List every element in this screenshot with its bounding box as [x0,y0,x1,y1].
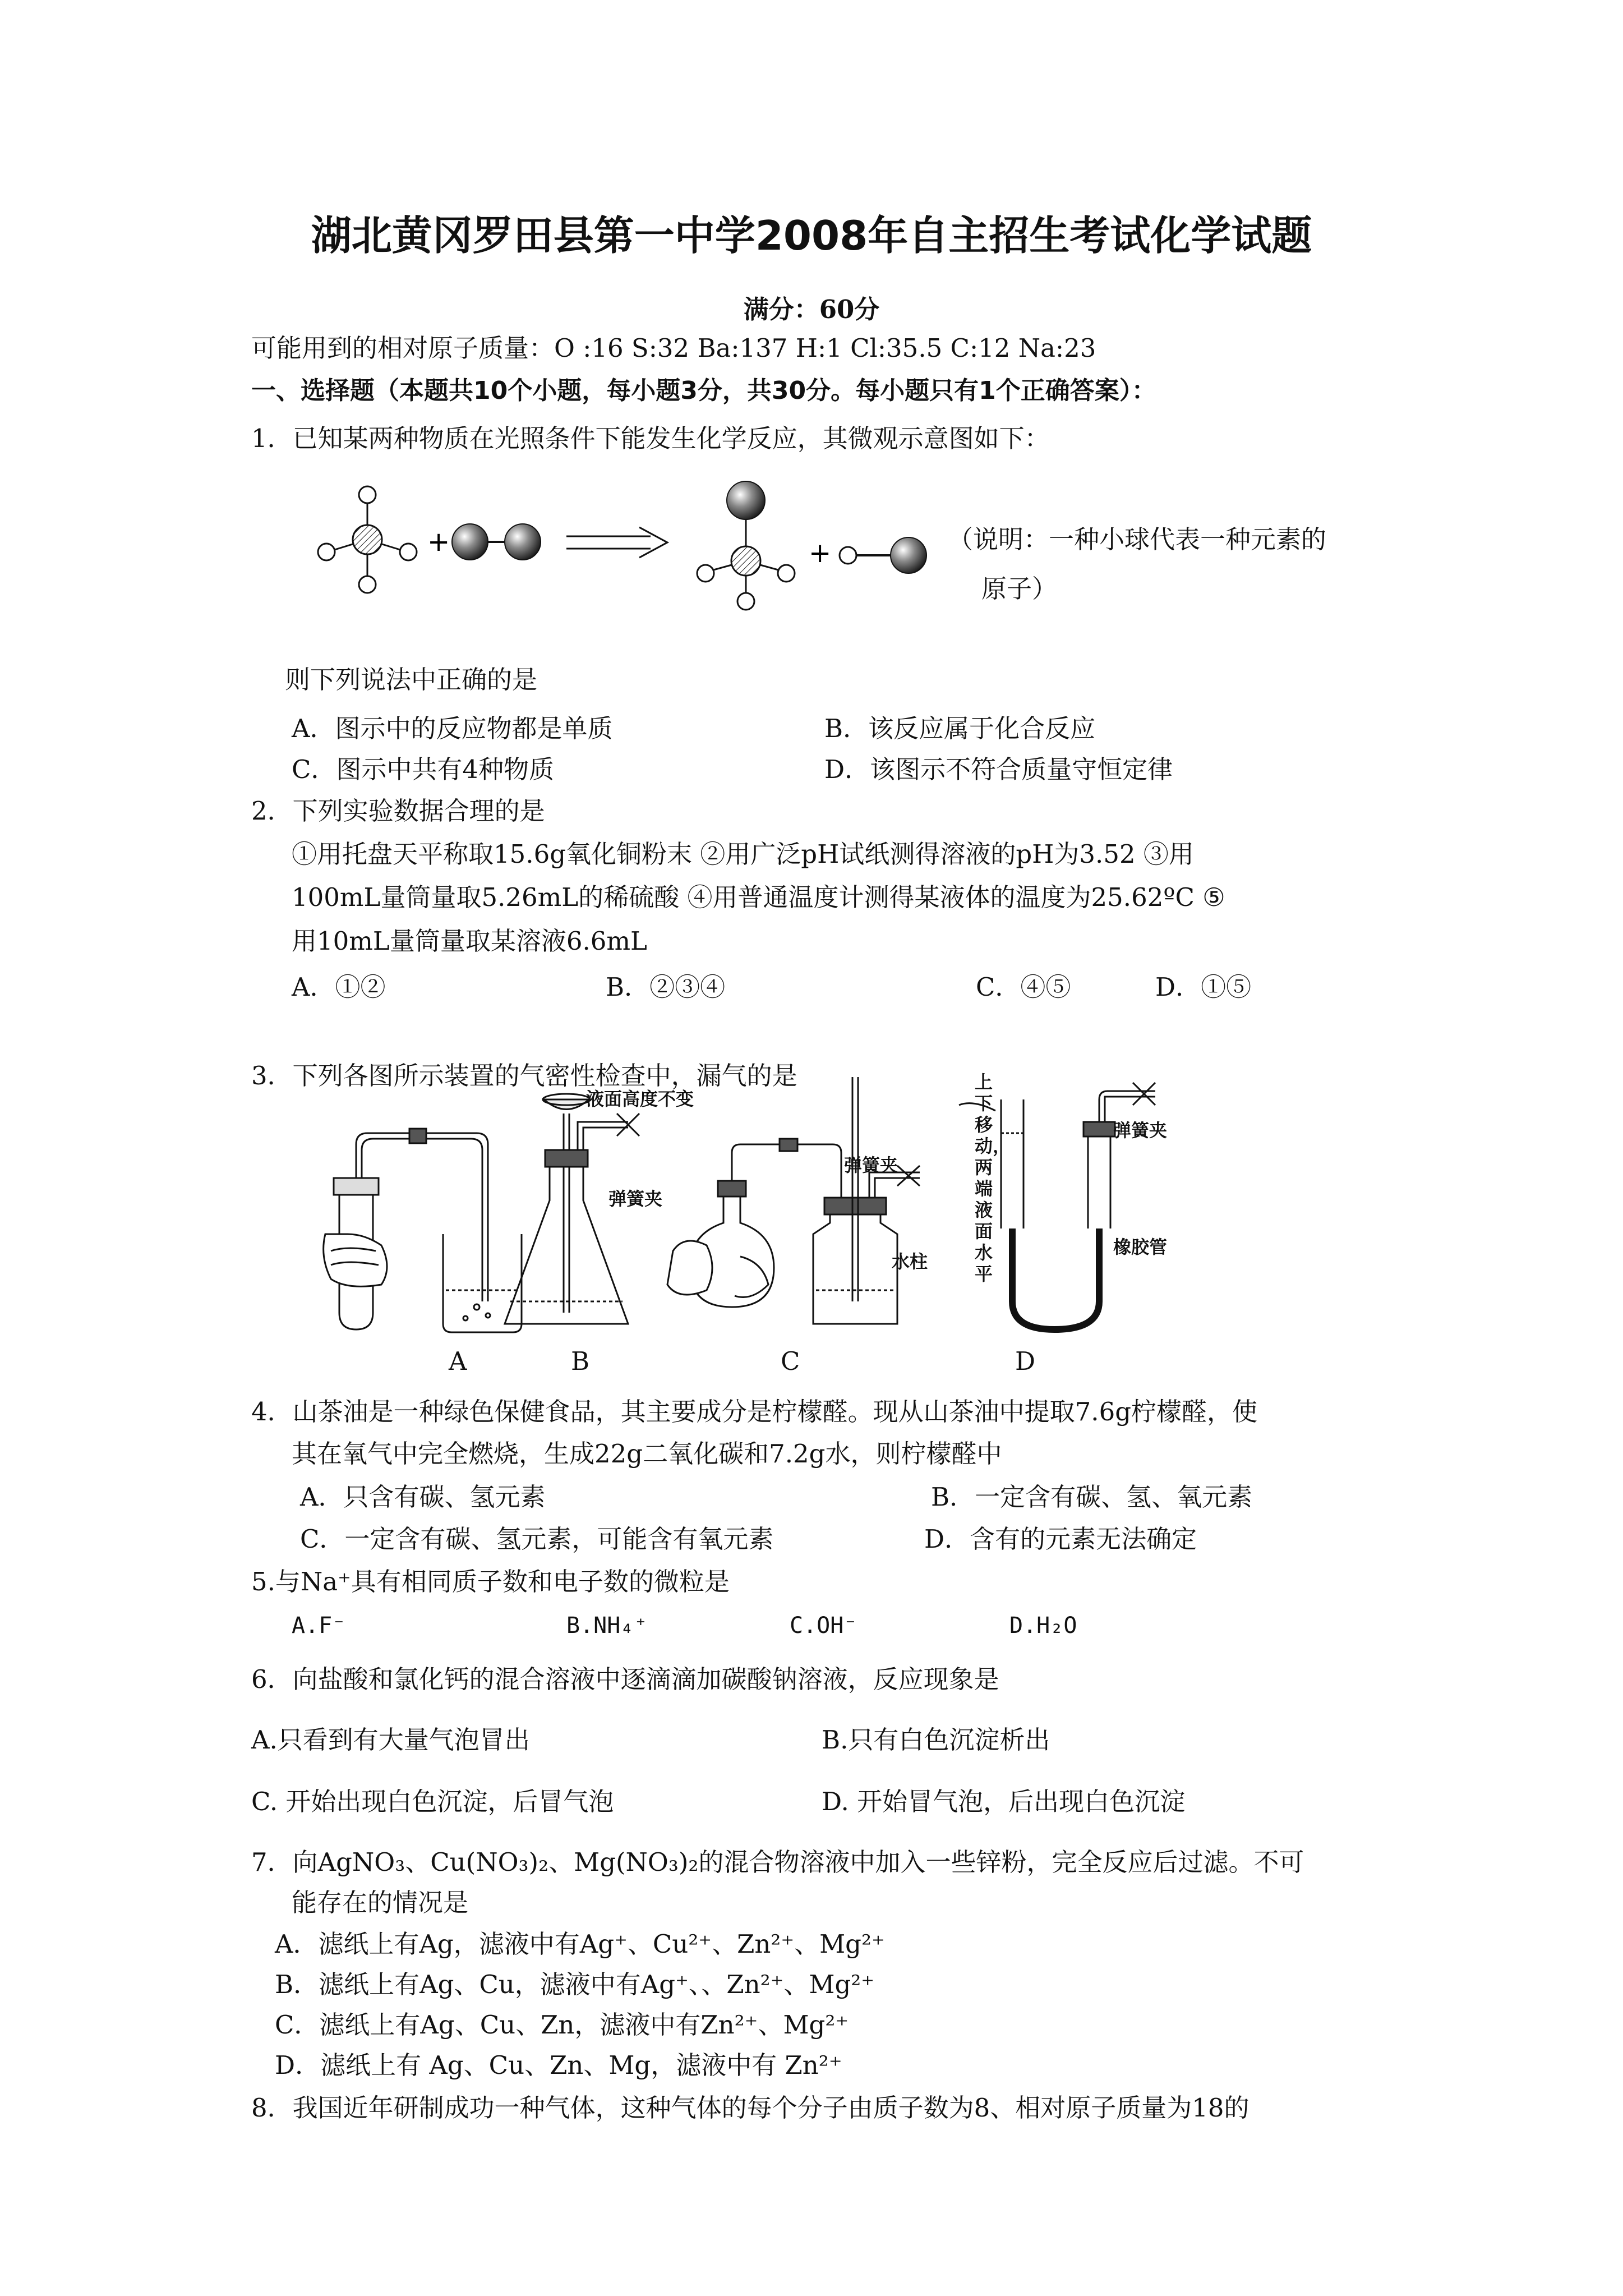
q5-option-a: A.F⁻ [292,1613,346,1639]
q1-stem: 1．已知某两种物质在光照条件下能发生化学反应，其微观示意图如下： [251,424,1050,453]
q1-ask: 则下列说法中正确的是 [285,665,538,694]
q1-option-a: A．图示中的反应物都是单质 [292,714,613,743]
q6-option-d: D. 开始冒气泡，后出现白色沉淀 [822,1787,1186,1816]
q8-stem: 8．我国近年研制成功一种气体，这种气体的每个分子由质子数为8、相对原子质量为18的 [251,2093,1249,2123]
apparatus-a [324,1129,522,1332]
reaction-arrow [566,527,667,558]
fig-letter-d: D [1015,1346,1036,1376]
q1-option-c: C．图示中共有4种物质 [292,754,555,784]
fig-letter-b: B [571,1346,590,1376]
q1-note-line1: （说明：一种小球代表一种元素的 [948,524,1327,554]
q7-option-a: A．滤纸上有Ag，滤液中有Ag⁺、Cu²⁺、Zn²⁺、Mg²⁺ [275,1929,885,1959]
label-c-spring-clip: 弹簧夹 [844,1154,898,1176]
q6-option-c: C. 开始出现白色沉淀，后冒气泡 [251,1787,614,1816]
q7-option-c: C．滤纸上有Ag、Cu、Zn，滤液中有Zn²⁺、Mg²⁺ [275,2010,849,2040]
q2-option-a: A．①② [292,972,386,1002]
fig-letter-a: A [449,1346,467,1376]
label-d-move-up-down: 上下移动，两端液面水平 [975,1071,1011,1285]
section1-heading: 一、选择题（本题共10个小题，每小题3分，共30分。每小题只有1个正确答案）： [251,376,1156,405]
q5-option-d: D.H₂O [1009,1613,1077,1639]
atomic-masses: 可能用到的相对原子质量：O :16 S:32 Ba:137 H:1 Cl:35.5 C:12 Na:23 [251,333,1096,363]
fig-letter-c: C [781,1346,800,1376]
reactant-molecule-1 [318,486,417,593]
label-c-water-column: 水柱 [892,1251,928,1272]
product-molecule-1 [697,481,795,610]
q7-option-b: B．滤纸上有Ag、Cu，滤液中有Ag⁺、、Zn²⁺、Mg²⁺ [275,1970,875,1999]
q7-option-d: D．滤纸上有 Ag、Cu、Zn、Mg，滤液中有 Zn²⁺ [275,2050,842,2080]
q1-note-line2: 原子） [981,574,1058,604]
label-d-spring-clip: 弹簧夹 [1113,1120,1168,1141]
page-title: 湖北黄冈罗田县第一中学2008年自主招生考试化学试题 [311,212,1312,259]
q3-apparatus-figure [314,1066,1189,1369]
q4-option-c: C．一定含有碳、氢元素，可能含有氧元素 [300,1524,774,1554]
q2-option-c: C．④⑤ [976,972,1071,1002]
q4-option-a: A．只含有碳、氢元素 [300,1482,546,1512]
q2-option-d: D．①⑤ [1155,972,1252,1002]
q2-stem: 2．下列实验数据合理的是 [251,796,545,826]
label-d-rubber-tube: 橡胶管 [1113,1236,1168,1258]
q7-stem-line2: 能存在的情况是 [292,1888,469,1917]
q2-line2: 100mL量筒量取5.26mL的稀硫酸 ④用普通温度计测得某液体的温度为25.62ºC ⑤ [292,882,1225,912]
q2-option-b: B．②③④ [606,972,726,1002]
q3-stem: 3．下列各图所示装置的气密性检查中，漏气的是 [251,1061,797,1091]
q6-stem: 6．向盐酸和氯化钙的混合溶液中逐滴滴加碳酸钠溶液，反应现象是 [251,1664,999,1694]
q6-option-a: A.只看到有大量气泡冒出 [251,1725,530,1755]
plus-sign-1: + [427,526,450,558]
q5-option-b: B.NH₄⁺ [566,1613,648,1639]
q4-stem-line1: 4．山茶油是一种绿色保健食品，其主要成分是柠檬醛。现从山茶油中提取7.6g柠檬醛，使 [251,1397,1258,1427]
full-score: 满分：60分 [743,295,880,324]
q6-option-b: B.只有白色沉淀析出 [822,1725,1050,1755]
apparatus-c [667,1077,920,1324]
label-b-spring-clip: 弹簧夹 [608,1188,663,1209]
q7-stem-line1: 7．向AgNO₃、Cu(NO₃)₂、Mg(NO₃)₂的混合物溶液中加入一些锌粉，完全反应后过滤。不可 [251,1847,1304,1877]
q4-option-b: B．一定含有碳、氢、氧元素 [931,1482,1253,1512]
q1-reaction-diagram [303,477,976,623]
q2-line3: 用10mL量筒量取某溶液6.6mL [292,926,647,956]
q1-option-b: B．该反应属于化合反应 [824,714,1096,743]
reactant-molecule-2 [452,524,541,560]
q5-option-c: C.OH⁻ [790,1613,857,1639]
q4-stem-line2: 其在氧气中完全燃烧，生成22g二氧化碳和7.2g水，则柠檬醛中 [292,1439,1002,1469]
q1-option-d: D．该图示不符合质量守恒定律 [824,754,1173,784]
product-molecule-2 [840,537,926,573]
q5-stem: 5.与Na⁺具有相同质子数和电子数的微粒是 [251,1567,730,1596]
q4-option-d: D．含有的元素无法确定 [924,1524,1197,1554]
q2-line1: ①用托盘天平称取15.6g氧化铜粉末 ②用广泛pH试纸测得溶液的pH为3.52 ③用 [292,839,1194,869]
label-b-level-unchanged: 液面高度不变 [586,1088,694,1110]
plus-sign-2: + [809,537,832,569]
